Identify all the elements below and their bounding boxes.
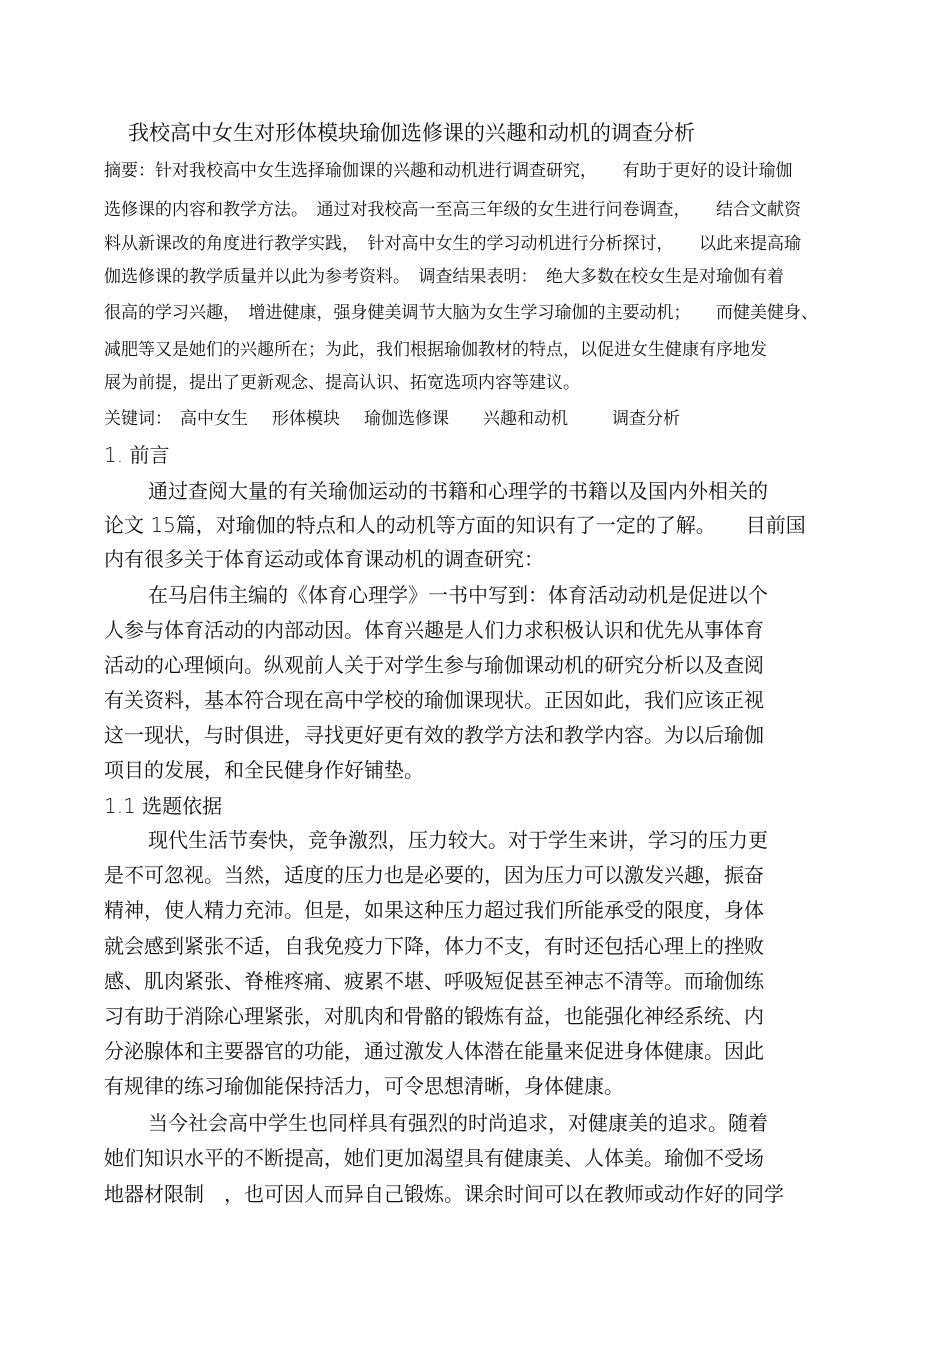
body-line: 精神，使人精力充沛。但是，如果这种压力超过我们所能承受的限度，身体 [104,898,764,922]
body-line: 这一现状，与时俱进，寻找更好更有效的教学方法和教学内容。为以后瑜伽 [104,723,764,747]
body-line: 活动的心理倾向。纵观前人关于对学生参与瑜伽课动机的研究分析以及查阅 [104,653,764,677]
abstract-line: 展为前提，提出了更新观念、提高认识、拓宽选项内容等建议。 [104,373,580,393]
abstract-line: 减肥等又是她们的兴趣所在；为此，我们根据瑜伽教材的特点，以促进女生健康有序地发 [104,340,767,360]
body-line: 分泌腺体和主要器官的功能，通过激发人体潜在能量来促进身体健康。因此 [104,1039,764,1063]
body-line: 现代生活节奏快，竞争激烈，压力较大。对于学生来讲，学习的压力更 [148,828,768,852]
body-line: 有规律的练习瑜伽能保持活力，可令思想清晰，身体健康。 [104,1074,624,1098]
document-title: 我校高中女生对形体模块瑜伽选修课的兴趣和动机的调查分析 [128,121,695,145]
body-line: 内有很多关于体育运动或体育课动机的调查研究： [104,547,544,571]
body-line: 论文 15篇，对瑜伽的特点和人的动机等方面的知识有了一定的了解。 目前国 [104,513,806,537]
keywords-line [104,411,680,428]
keyword: 瑜伽选修课 [364,409,449,429]
body-line: 有关资料，基本符合现在高中学校的瑜伽课现状。正因如此，我们应该正视 [104,688,764,712]
abstract-line: 选修课的内容和教学方法。 通过对我校高一至高三年级的女生进行问卷调查， 结合文献资 [104,200,801,220]
body-line: 就会感到紧张不适，自我免疫力下降，体力不支，有时还包括心理上的挫败 [104,934,764,958]
abstract-line: 很高的学习兴趣， 增进健康，强身健美调节大脑为女生学习瑜伽的主要动机； 而健美健身、 [104,303,818,323]
body-line: 在马启伟主编的《体育心理学》一书中写到：体育活动动机是促进以个 [148,583,768,607]
keyword: 形体模块 [272,409,340,429]
keywords-label: 关键词： [104,409,172,429]
abstract-line: 料从新课改的角度进行教学实践， 针对高中女生的学习动机进行分析探讨， 以此来提高瑜 [104,234,801,254]
keyword: 高中女生 [180,409,248,429]
body-line: 项目的发展，和全民健身作好铺垫。 [104,758,424,782]
abstract-line: 摘要：针对我校高中女生选择瑜伽课的兴趣和动机进行调查研究， 有助于更好的设计瑜伽 [104,161,793,181]
abstract-line: 伽选修课的教学质量并以此为参考资料。 调查结果表明： 绝大多数在校女生是对瑜伽有着 [104,267,784,287]
section-heading: 1.1 选题依据 [104,794,223,818]
body-line: 习有助于消除心理紧张，对肌肉和骨骼的锻炼有益，也能强化神经系统、内 [104,1004,764,1028]
body-line: 感、肌肉紧张、脊椎疼痛、疲累不堪、呼吸短促甚至神志不清等。而瑜伽练 [104,969,764,993]
keyword: 兴趣和动机 [483,409,568,429]
body-line: 通过查阅大量的有关瑜伽运动的书籍和心理学的书籍以及国内外相关的 [148,479,768,503]
keyword: 调查分析 [612,409,680,429]
body-line: 当今社会高中学生也同样具有强烈的时尚追求，对健康美的追求。随着 [148,1111,768,1135]
body-line: 人参与体育活动的内部动因。体育兴趣是人们力求积极认识和优先从事体育 [104,618,764,642]
section-heading: 1. 前言 [104,443,170,467]
body-line: 她们知识水平的不断提高，她们更加渴望具有健康美、人体美。瑜伽不受场 [104,1146,764,1170]
body-line: 地器材限制 ，也可因人而异自己锻炼。课余时间可以在教师或动作好的同学 [104,1182,784,1206]
body-line: 是不可忽视。当然，适度的压力也是必要的，因为压力可以激发兴趣，振奋 [104,863,764,887]
